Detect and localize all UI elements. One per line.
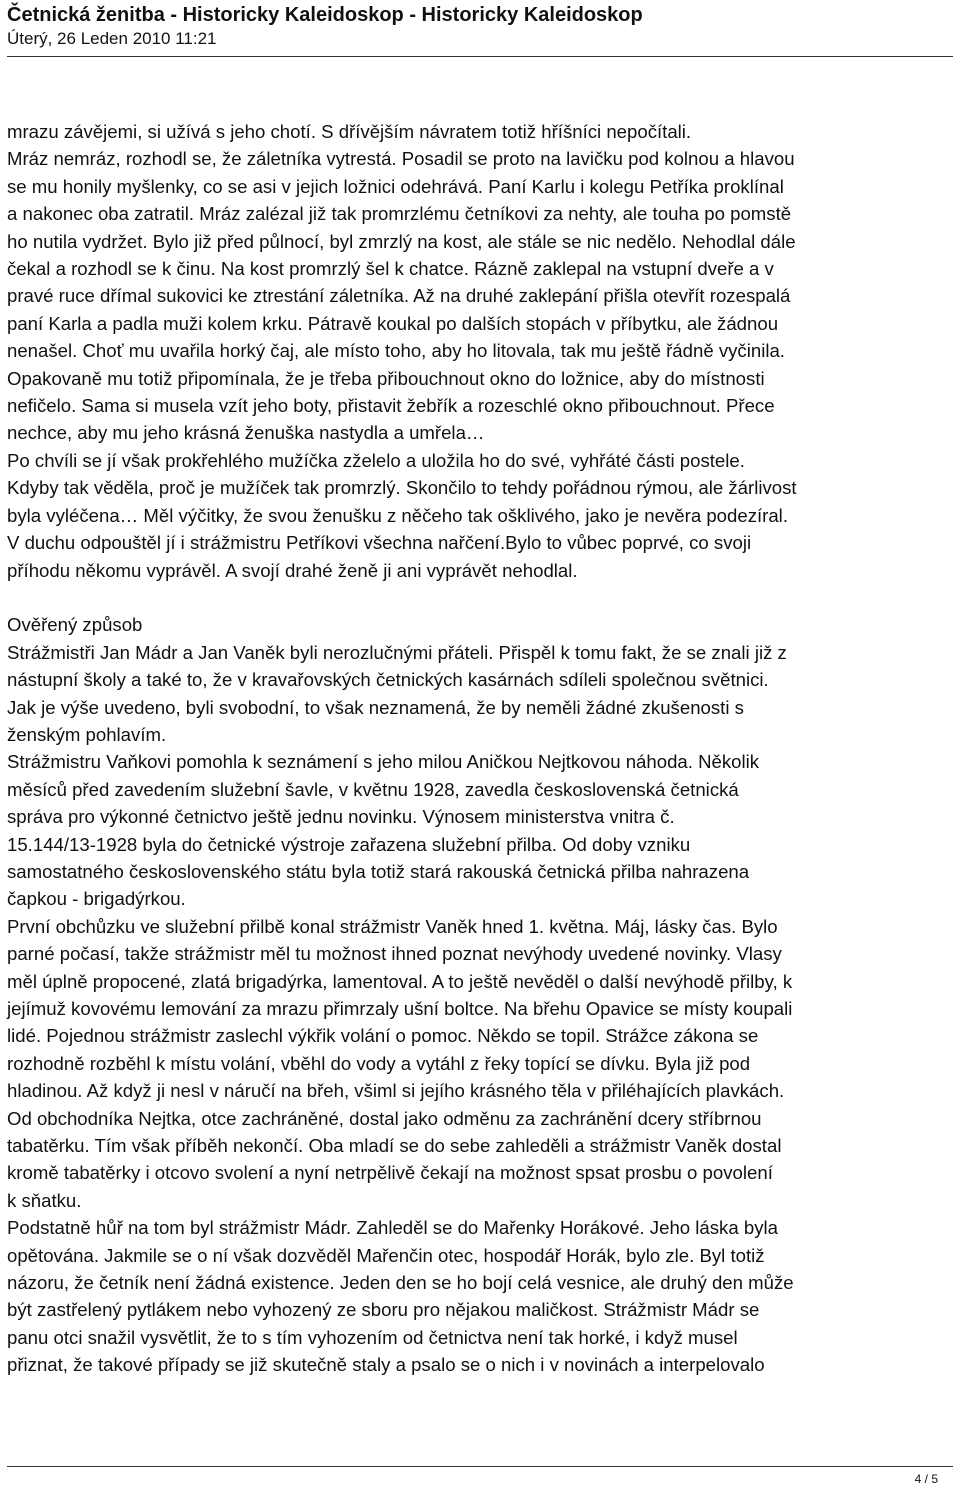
article-body	[7, 118, 955, 1379]
page-number: 4 / 5	[914, 1472, 938, 1486]
article-paragraph: mrazu závějemi, si užívá s jeho chotí. S dřívějším návratem totiž hříšníci nepočítali. Mráz nemráz, rozhodl se, že záletníka vytrestá. Posadil se proto na lavičku pod kolnou a hlavou se mu honily myšlenky, co se asi v jejich ložnici odehrává. Paní Karlu i kolegu Petříka proklínal a nakonec oba zatratil. Mráz zalézal již tak promrzlému četníkovi za nehty, ale touha po pomstě ho nutila vydržet. Bylo již před půlnocí, byl zmrzlý na kost, ale stále se nic nedělo. Nehodlal dále čekal a rozhodl se k činu. Na kost promrzlý šel k chatce. Rázně zaklepal na vstupní dveře a v pravé ruce dřímal sukovici ke ztrestání záletníka. Až na druhé zaklepání přišla otevřít rozespalá paní Karla a padla muži kolem krku. Pátravě koukal po dalších stopách v příbytku, ale žádnou nenašel. Choť mu uvařila horký čaj, ale místo toho, aby ho litovala, tak mu ještě řádně vyčinila. Opakovaně mu totiž připomínala, že je třeba přibouchnout okno do ložnice, aby do místnosti nefičelo. Sama si musela vzít jeho boty, přistavit žebřík a rozeschlé okno přibouchnout. Přece nechce, aby mu jeho krásná ženuška nastydla a umřela… Po chvíli se jí však prokřehlého mužíčka zželelo a uložila ho do své, vyhřáté části postele. Kdyby tak věděla, proč je mužíček tak promrzlý. Skončilo to tehdy pořádnou rýmou, ale žárlivost byla vyléčena… Měl výčitky, že svou ženušku z něčeho tak ošklivého, jako je nevěra podezíral. V duchu odpouštěl jí i strážmistru Petříkovi všechna nařčení.Bylo to vůbec poprvé, co svoji příhodu někomu vyprávěl. A svojí drahé ženě ji ani vyprávět nehodlal.	[7, 121, 797, 581]
article-paragraph: Ověřený způsob Strážmistři Jan Mádr a Jan Vaněk byli nerozlučnými přáteli. Přispěl k tomu fakt, že se znali již z nástupní školy a také to, že v kravařovských četnických kasárnách sdíleli společnou světnici. Jak je výše uvedeno, byli svobodní, to však neznamená, že by neměli žádné zkušenosti s ženským pohlavím. Strážmistru Vaňkovi pomohla k seznámení s jeho milou Aničkou Nejtkovou náhoda. Několik měsíců před zavedením služební šavle, v květnu 1928, zavedla československá četnická správa pro výkonné četnictvo ještě jednu novinku. Výnosem ministerstva vnitra č. 15.144/13-1928 byla do četnické výstroje zařazena služební přilba. Od doby vzniku samostatného československého státu byla totiž stará rakouská četnická přilba nahrazena čapkou - brigadýrkou. První obchůzku ve služební přilbě konal strážmistr Vaněk hned 1. května. Máj, lásky čas. Bylo parné počasí, takže strážmistr měl tu možnost ihned poznat nevýhody uvedené novinky. Vlasy měl úplně propocené, zlatá brigadýrka, lamentoval. A to ještě nevěděl o další nevýhodě přilby, k jejímuž kovovému lemování za mrazu přimrzaly ušní boltce. Na břehu Opavice se místy koupali lidé. Pojednou strážmistr zaslechl výkřik volání o pomoc. Někdo se topil. Strážce zákona se rozhodně rozběhl k místu volání, vběhl do vody a vytáhl z řeky topící se dívku. Byla již pod hladinou. Až když ji nesl v náručí na břeh, všiml si jejího krásného těla v přiléhajících plavkách. Od obchodníka Nejtka, otce zachráněné, dostal jako odměnu za zachránění dcery stříbrnou tabatěrku. Tím však příběh nekončí. Oba mladí se do sebe zahleděli a strážmistr Vaněk dostal kromě tabatěrky i otcovo svolení a nyní netrpělivě čekají na možnost spsat prosbu o povolení k sňatku. Podstatně hůř na tom byl strážmistr Mádr. Zahleděl se do Mařenky Horákové. Jeho láska byla opětována. Jakmile se o ní však dozvěděl Mařenčin otec, hospodář Horák, bylo zle. Byl totiž názoru, že četník není žádná existence. Jeden den se ho bojí celá vesnice, ale druhý den může být zastřelený pytlákem nebo vyhozený ze sboru pro nějakou maličkost. Strážmistr Mádr se panu otci snažil vysvětlit, že to s tím vyhozením od četnictva není tak horké, i když musel přiznat, že takové případy se již skutečně staly a psalo se o nich i v novinách a interpelovalo	[7, 614, 794, 1376]
publish-date: Úterý, 26 Leden 2010 11:21	[7, 29, 217, 48]
page-title: Četnická ženitba - Historicky Kaleidoskop - Historicky Kaleidoskop	[7, 4, 643, 26]
footer-divider	[7, 1466, 953, 1467]
header-divider	[7, 56, 953, 57]
